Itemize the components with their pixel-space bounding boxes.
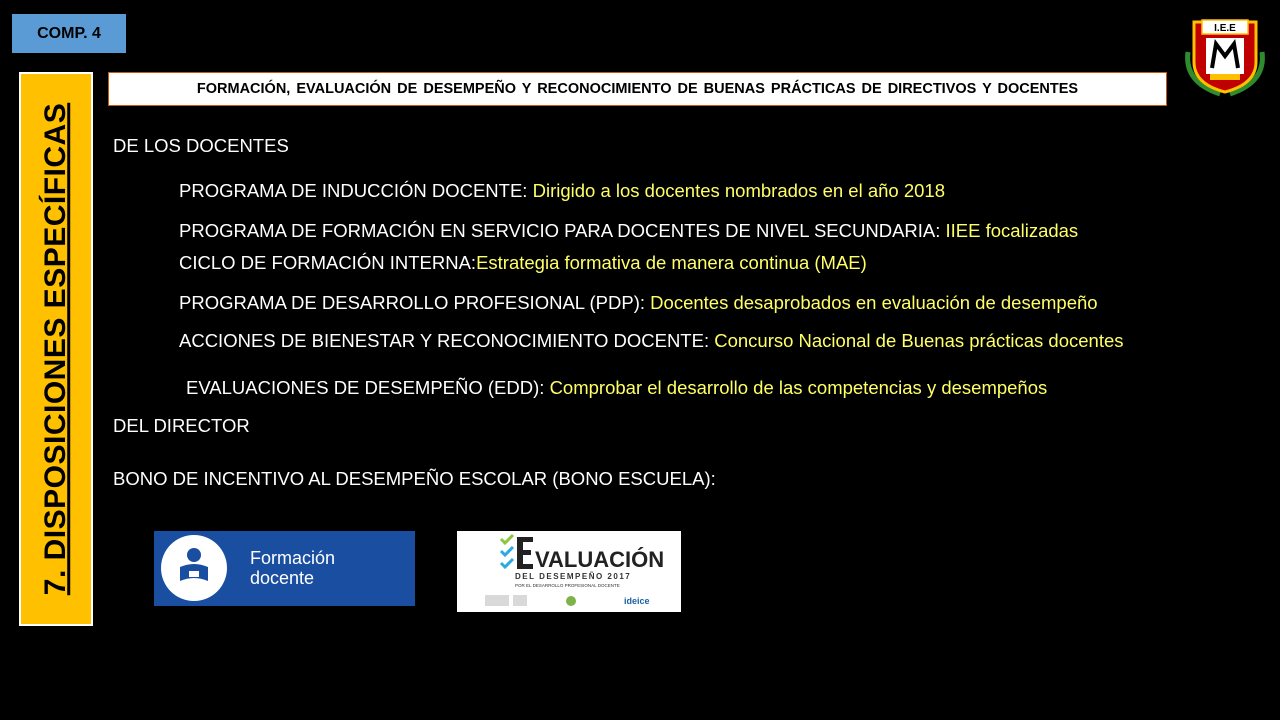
emblem-text: I.E.E <box>1214 23 1236 34</box>
item-detail: Concurso Nacional de Buenas prácticas docentes <box>714 330 1124 351</box>
school-crest-icon <box>1180 12 1270 98</box>
comp-tag: COMP. 4 <box>12 14 126 53</box>
side-title-text: 7. DISPOSICIONES ESPECÍFICAS <box>39 102 73 596</box>
section-director-heading: DEL DIRECTOR <box>113 415 250 436</box>
item-label: PROGRAMA DE FORMACIÓN EN SERVICIO PARA DOCENTES DE NIVEL SECUNDARIA: <box>179 220 941 241</box>
formacion-docente-logo <box>154 531 415 606</box>
eval-brand: ideice <box>624 596 650 606</box>
section-docentes-heading: DE LOS DOCENTES <box>113 135 289 156</box>
list-item <box>186 377 1047 399</box>
item-label: EVALUACIONES DE DESEMPEÑO (EDD): <box>186 377 545 398</box>
item-detail: Estrategia formativa de manera continua (MAE) <box>476 252 867 273</box>
list-item <box>179 220 1078 242</box>
item-detail: Dirigido a los docentes nombrados en el año 2018 <box>532 180 946 201</box>
eval-tagline: POR EL DESARROLLO PROFESIONAL DOCENTE <box>515 583 620 588</box>
formacion-line2: docente <box>250 568 315 588</box>
check-icon <box>501 535 513 543</box>
eval-title: VALUACIÓN <box>535 547 665 572</box>
item-detail: IIEE focalizadas <box>945 220 1079 241</box>
item-label: PROGRAMA DE INDUCCIÓN DOCENTE: <box>179 180 528 201</box>
eval-subtitle: DEL DESEMPEÑO 2017 <box>515 572 632 581</box>
evaluacion-desempeno-logo <box>457 531 681 612</box>
bono-heading: BONO DE INCENTIVO AL DESEMPEÑO ESCOLAR (BONO ESCUELA): <box>113 468 716 489</box>
list-item <box>179 330 1124 352</box>
list-item <box>179 180 945 202</box>
header-banner: FORMACIÓN, EVALUACIÓN DE DESEMPEÑO Y RECONOCIMIENTO DE BUENAS PRÁCTICAS DE DIRECTIVOS Y DOCENTES <box>108 72 1167 106</box>
side-title <box>19 72 93 626</box>
formacion-line1: Formación <box>250 548 336 568</box>
list-item <box>179 252 867 274</box>
item-label: ACCIONES DE BIENESTAR Y RECONOCIMIENTO DOCENTE: <box>179 330 710 351</box>
item-detail: Docentes desaprobados en evaluación de desempeño <box>650 292 1098 313</box>
item-label: CICLO DE FORMACIÓN INTERNA: <box>179 252 477 273</box>
item-detail: Comprobar el desarrollo de las competencias y desempeños <box>549 377 1048 398</box>
item-label: PROGRAMA DE DESARROLLO PROFESIONAL (PDP): <box>179 292 646 313</box>
list-item <box>179 292 1098 314</box>
